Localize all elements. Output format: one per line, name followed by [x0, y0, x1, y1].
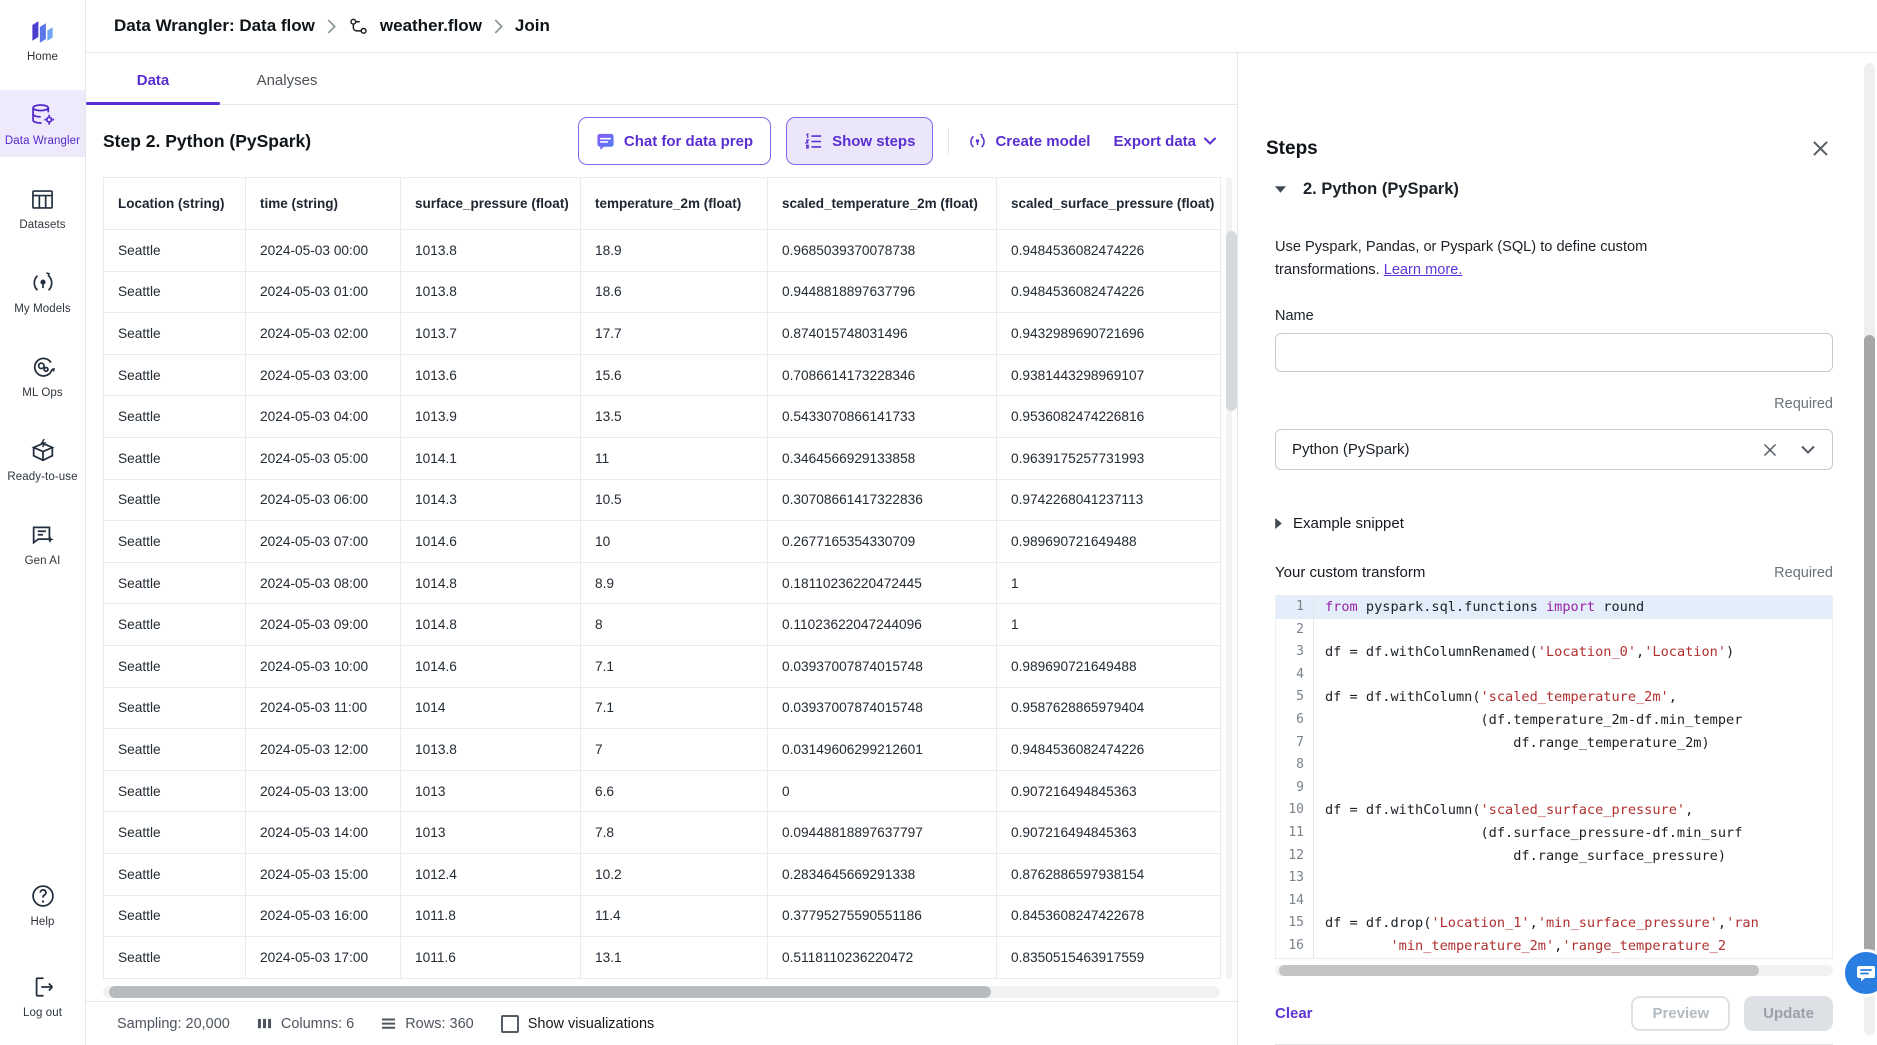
table-cell: 0.989690721649488 [997, 645, 1221, 687]
sidebar-item-label: ML Ops [22, 387, 63, 399]
table-cell: 18.9 [581, 230, 768, 272]
table-cell: 1 [997, 604, 1221, 646]
framework-select[interactable] [1275, 429, 1833, 470]
table-cell: 1014.6 [401, 521, 581, 563]
table-cell: Seattle [104, 937, 246, 979]
export-data-button[interactable] [1109, 120, 1220, 162]
table-cell: 1014.3 [401, 479, 581, 521]
table-cell: 2024-05-03 10:00 [246, 645, 401, 687]
table-cell: 1011.6 [401, 937, 581, 979]
code-text: df = df.withColumnRenamed('Location_0','Location') [1325, 644, 1735, 661]
code-text: df = df.withColumn('scaled_surface_pressure', [1325, 802, 1694, 819]
code-line[interactable] [1276, 890, 1832, 913]
required-badge: Required [1774, 564, 1833, 581]
table-cell: 0.9484536082474226 [997, 230, 1221, 272]
table-cell: 7.1 [581, 645, 768, 687]
line-number: 15 [1276, 912, 1314, 935]
data-table-zone [103, 177, 1232, 979]
tabs [86, 53, 1237, 105]
table-cell: 10 [581, 521, 768, 563]
code-line[interactable] [1276, 867, 1832, 890]
panel-vertical-scrollbar[interactable] [1864, 63, 1875, 1035]
table-row [104, 645, 1221, 687]
code-line[interactable] [1276, 777, 1832, 800]
sidebar-item-home[interactable] [0, 6, 85, 73]
table-cell: 1013.7 [401, 313, 581, 355]
table-cell: 1014.8 [401, 562, 581, 604]
table-cell: 1013.8 [401, 271, 581, 313]
table-row [104, 729, 1221, 771]
show-visualizations-checkbox[interactable] [501, 1015, 519, 1033]
table-cell: 0.11023622047244096 [768, 604, 997, 646]
table-cell: 2024-05-03 13:00 [246, 770, 401, 812]
table-row [104, 770, 1221, 812]
code-text: df.range_temperature_2m) [1325, 734, 1710, 751]
table-cell: 0.9685039370078738 [768, 230, 997, 272]
table-cell: 1014.6 [401, 645, 581, 687]
table-cell: 2024-05-03 09:00 [246, 604, 401, 646]
data-view [86, 53, 1237, 1045]
table-cell: 1011.8 [401, 895, 581, 937]
table-cell: 11 [581, 437, 768, 479]
step-title: Step 2. Python (PySpark) [103, 130, 312, 151]
custom-transform-header [1275, 564, 1833, 581]
table-cell: 0.03149606299212601 [768, 729, 997, 771]
table-row [104, 437, 1221, 479]
table-cell: 0.2677165354330709 [768, 521, 997, 563]
table-cell: Seattle [104, 437, 246, 479]
chat-for-data-prep-button[interactable] [578, 117, 771, 165]
code-text: (df.temperature_2m-df.min_temper [1325, 711, 1743, 728]
table-cell: 1012.4 [401, 853, 581, 895]
table-cell: 7 [581, 729, 768, 771]
table-cell: Seattle [104, 562, 246, 604]
table-cell: 0.37795275590551186 [768, 895, 997, 937]
sidebar-bottom-items [0, 871, 85, 1045]
toolbar-actions [578, 117, 1220, 165]
code-line[interactable] [1276, 912, 1832, 935]
rows-count [381, 1009, 474, 1039]
code-line[interactable] [1276, 799, 1832, 822]
preview-button[interactable]: Preview [1631, 996, 1730, 1031]
code-text [1314, 664, 1325, 687]
table-row [104, 604, 1221, 646]
table-cell: 0.9484536082474226 [997, 271, 1221, 313]
table-cell: 2024-05-03 17:00 [246, 937, 401, 979]
breadcrumb [86, 0, 1877, 53]
columns-count [257, 1009, 354, 1039]
table-cell: 18.6 [581, 271, 768, 313]
table-cell: Seattle [104, 313, 246, 355]
learn-more-link[interactable]: Learn more. [1383, 262, 1463, 278]
line-number: 12 [1276, 845, 1314, 868]
sidebar-item-label: Gen AI [24, 555, 61, 567]
step-expander-label: 2. Python (PySpark) [1303, 179, 1459, 198]
chat-button-label: Chat for data prep [623, 132, 754, 150]
table-cell: 1013 [401, 770, 581, 812]
line-number: 4 [1276, 664, 1314, 687]
breadcrumb-step: Join [514, 16, 550, 35]
table-cell: Seattle [104, 230, 246, 272]
gen-ai-icon [29, 520, 57, 550]
table-cell: 0.03937007874015748 [768, 645, 997, 687]
sidebar-item-help[interactable] [0, 871, 85, 938]
columns-icon [257, 1009, 272, 1039]
chat-gradient-icon [596, 126, 615, 156]
data-table [103, 177, 1221, 979]
table-cell: 1014.8 [401, 604, 581, 646]
ready-to-use-icon [29, 436, 57, 466]
table-cell: 10.2 [581, 853, 768, 895]
code-editor[interactable] [1275, 595, 1833, 959]
rows-count-label: Rows: 360 [405, 1015, 474, 1032]
table-cell: 2024-05-03 16:00 [246, 895, 401, 937]
table-cell: 0.907216494845363 [997, 812, 1221, 854]
table-vertical-scrollbar[interactable] [1226, 177, 1232, 979]
table-cell: 8 [581, 604, 768, 646]
sidebar-item-label: Log out [22, 1007, 63, 1019]
custom-transform-label: Your custom transform [1275, 564, 1426, 581]
table-row [104, 354, 1221, 396]
table-cell: 0.9432989690721696 [997, 313, 1221, 355]
table-cell: 2024-05-03 01:00 [246, 271, 401, 313]
chat-bubble-icon [1854, 958, 1877, 988]
table-row [104, 230, 1221, 272]
table-cell: 0.874015748031496 [768, 313, 997, 355]
code-text [1314, 619, 1325, 642]
table-cell: 1013 [401, 812, 581, 854]
table-cell: 2024-05-03 07:00 [246, 521, 401, 563]
table-row [104, 562, 1221, 604]
caret-right-filled-icon [1275, 508, 1282, 538]
code-line[interactable] [1276, 845, 1832, 868]
table-cell: 17.7 [581, 313, 768, 355]
clear-selection-icon[interactable] [1762, 435, 1778, 465]
steps-panel-header [1266, 137, 1832, 160]
table-cell: Seattle [104, 521, 246, 563]
table-cell: 10.5 [581, 479, 768, 521]
column-header[interactable]: time (string) [246, 178, 401, 230]
show-visualizations-control [501, 1015, 655, 1033]
column-header[interactable]: surface_pressure (float) [401, 178, 581, 230]
table-cell: Seattle [104, 604, 246, 646]
code-line[interactable] [1276, 664, 1832, 687]
sidebar-item-datasets[interactable] [0, 174, 85, 241]
required-badge: Required [1774, 396, 1833, 412]
code-line[interactable] [1276, 641, 1832, 664]
table-cell: 1013.6 [401, 354, 581, 396]
table-horizontal-scrollbar[interactable] [103, 986, 1220, 998]
example-snippet-label: Example snippet [1293, 514, 1404, 532]
steps-panel-title: Steps [1266, 137, 1318, 159]
table-row [104, 271, 1221, 313]
table-cell: 0.8762886597938154 [997, 853, 1221, 895]
line-number: 11 [1276, 822, 1314, 845]
table-cell: Seattle [104, 770, 246, 812]
flow-icon [348, 17, 369, 36]
table-cell: 2024-05-03 12:00 [246, 729, 401, 771]
column-header[interactable]: Location (string) [104, 178, 246, 230]
code-line[interactable] [1276, 686, 1832, 709]
ml-ops-icon [29, 352, 57, 382]
table-cell: 13.5 [581, 396, 768, 438]
table-cell: 6.6 [581, 770, 768, 812]
columns-count-label: Columns: 6 [280, 1015, 355, 1032]
datasets-icon [29, 184, 56, 214]
chevron-right-icon [326, 19, 337, 34]
clear-button[interactable]: Clear [1275, 1004, 1313, 1022]
code-text: df = df.drop('Location_1','min_surface_pressure','ran [1325, 915, 1759, 932]
help-icon [29, 881, 57, 911]
code-text: from pyspark.sql.functions import round [1325, 599, 1645, 615]
code-text [1314, 867, 1325, 890]
code-line[interactable] [1276, 822, 1832, 845]
code-line[interactable] [1276, 754, 1832, 777]
show-steps-button[interactable] [786, 117, 933, 165]
column-header[interactable]: scaled_surface_pressure (float) [997, 178, 1221, 230]
table-cell: 0.30708661417322836 [768, 479, 997, 521]
example-snippet-expander[interactable] [1275, 508, 1833, 538]
table-cell: 1014 [401, 687, 581, 729]
table-cell: 0.907216494845363 [997, 770, 1221, 812]
table-cell: 1013.9 [401, 396, 581, 438]
step-expander[interactable] [1275, 174, 1833, 204]
code-line[interactable] [1276, 935, 1832, 958]
code-text [1314, 754, 1325, 777]
breadcrumb-flow-name[interactable]: weather.flow [379, 16, 482, 35]
table-cell: 11.4 [581, 895, 768, 937]
steps-panel-footer [1275, 996, 1833, 1045]
table-cell: 0.5433070866141733 [768, 396, 997, 438]
table-cell: 2024-05-03 05:00 [246, 437, 401, 479]
name-field-label: Name [1275, 308, 1314, 324]
steps-panel-body [1238, 174, 1877, 1045]
table-cell: 7.8 [581, 812, 768, 854]
table-cell: Seattle [104, 812, 246, 854]
table-cell: 1013.8 [401, 729, 581, 771]
table-cell: 2024-05-03 04:00 [246, 396, 401, 438]
line-number: 5 [1276, 686, 1314, 709]
table-cell: 2024-05-03 03:00 [246, 354, 401, 396]
show-visualizations-label: Show visualizations [527, 1015, 655, 1032]
sidebar-item-label: Data Wrangler [4, 135, 81, 147]
create-model-label: Create model [995, 132, 1091, 150]
table-cell: Seattle [104, 354, 246, 396]
code-text: df = df.withColumn('scaled_temperature_2m', [1325, 689, 1677, 706]
home-logo-icon [28, 16, 58, 46]
sidebar-item-label: My Models [14, 303, 71, 315]
create-model-button[interactable] [964, 120, 1094, 162]
code-line[interactable] [1276, 619, 1832, 642]
table-cell: 0.3464566929133858 [768, 437, 997, 479]
table-cell: 2024-05-03 06:00 [246, 479, 401, 521]
table-cell: 2024-05-03 08:00 [246, 562, 401, 604]
steps-panel [1237, 53, 1877, 1045]
caret-down-filled-icon [1275, 174, 1286, 204]
line-number: 13 [1276, 867, 1314, 890]
column-header[interactable]: temperature_2m (float) [581, 178, 768, 230]
line-number: 3 [1276, 641, 1314, 664]
table-cell: 0.9484536082474226 [997, 729, 1221, 771]
table-cell: 0.9448818897637796 [768, 271, 997, 313]
table-cell: 0.8453608247422678 [997, 895, 1221, 937]
sidebar-item-ready-to-use[interactable] [0, 426, 85, 493]
logout-icon [29, 972, 57, 1002]
table-row [104, 479, 1221, 521]
table-cell: 0 [768, 770, 997, 812]
sidebar [0, 0, 86, 1045]
framework-select-value: Python (PySpark) [1292, 441, 1410, 458]
table-row [104, 937, 1221, 979]
sidebar-item-label: Datasets [19, 219, 66, 231]
sidebar-item-label: Ready-to-use [7, 471, 78, 483]
code-horizontal-scrollbar[interactable] [1275, 965, 1833, 976]
table-cell: 0.2834645669291338 [768, 853, 997, 895]
code-line[interactable] [1276, 709, 1832, 732]
create-model-icon [968, 126, 987, 156]
table-cell: 1013.8 [401, 230, 581, 272]
table-cell: Seattle [104, 645, 246, 687]
table-cell: 0.7086614173228346 [768, 354, 997, 396]
code-line[interactable] [1276, 732, 1832, 755]
table-cell: 2024-05-03 11:00 [246, 687, 401, 729]
table-cell: 0.989690721649488 [997, 521, 1221, 563]
sidebar-item-gen-ai[interactable] [0, 510, 85, 577]
sidebar-item-label: Help [30, 916, 55, 928]
table-cell: 2024-05-03 15:00 [246, 853, 401, 895]
rows-icon [381, 1009, 396, 1039]
table-cell: Seattle [104, 895, 246, 937]
name-input[interactable] [1275, 333, 1833, 372]
sidebar-item-log-out[interactable] [0, 962, 85, 1029]
code-text [1314, 890, 1325, 913]
table-row [104, 396, 1221, 438]
line-number: 6 [1276, 709, 1314, 732]
line-number: 7 [1276, 732, 1314, 755]
table-cell: 0.9381443298969107 [997, 354, 1221, 396]
sidebar-item-my-models[interactable] [0, 258, 85, 325]
toolbar-divider [948, 128, 949, 154]
code-line[interactable] [1276, 596, 1832, 619]
tab-data[interactable]: Data [86, 53, 220, 104]
breadcrumb-root[interactable]: Data Wrangler: Data flow [114, 16, 315, 35]
table-cell: Seattle [104, 396, 246, 438]
line-number: 8 [1276, 754, 1314, 777]
tab-analyses[interactable]: Analyses [256, 72, 318, 89]
code-text: 'min_temperature_2m','range_temperature_2 [1390, 937, 1727, 954]
code-text: (df.surface_pressure-df.min_surf [1325, 824, 1743, 841]
table-status-bar [86, 1001, 1237, 1045]
export-data-label: Export data [1113, 132, 1196, 150]
table-row [104, 853, 1221, 895]
update-button[interactable]: Update [1744, 996, 1833, 1031]
table-row [104, 687, 1221, 729]
line-number: 14 [1276, 890, 1314, 913]
sidebar-item-label: Home [26, 51, 59, 63]
table-cell: Seattle [104, 729, 246, 771]
table-cell: 0.9742268041237113 [997, 479, 1221, 521]
table-cell: 0.9536082474226816 [997, 396, 1221, 438]
table-cell: 15.6 [581, 354, 768, 396]
sidebar-item-data-wrangler[interactable] [0, 90, 85, 157]
line-number: 9 [1276, 777, 1314, 800]
table-row [104, 895, 1221, 937]
table-cell: 2024-05-03 00:00 [246, 230, 401, 272]
table-row [104, 313, 1221, 355]
table-row [104, 812, 1221, 854]
data-wrangler-icon [29, 100, 57, 130]
main-column [86, 0, 1877, 1045]
step-header [86, 105, 1237, 177]
close-icon[interactable] [1809, 137, 1832, 160]
column-header[interactable]: scaled_temperature_2m (float) [768, 178, 997, 230]
table-cell: 0.03937007874015748 [768, 687, 997, 729]
content-row [86, 53, 1877, 1045]
line-number: 16 [1276, 935, 1314, 958]
transform-description-text: Use Pyspark, Pandas, or Pyspark (SQL) to define custom transformations. [1275, 239, 1648, 278]
code-text: df.range_surface_pressure) [1325, 847, 1727, 864]
chevron-down-icon[interactable] [1800, 435, 1816, 465]
sidebar-top-items [0, 0, 85, 577]
table-cell: 2024-05-03 14:00 [246, 812, 401, 854]
line-number: 10 [1276, 799, 1314, 822]
table-cell: 0.8350515463917559 [997, 937, 1221, 979]
table-cell: Seattle [104, 479, 246, 521]
footer-buttons [1631, 996, 1833, 1031]
table-cell: 0.09448818897637797 [768, 812, 997, 854]
transform-description [1275, 236, 1707, 282]
show-steps-label: Show steps [832, 132, 916, 150]
chevron-right-icon [493, 19, 504, 34]
caret-down-icon [1204, 126, 1216, 156]
line-number: 1 [1276, 596, 1314, 619]
table-row [104, 521, 1221, 563]
table-cell: 0.9639175257731993 [997, 437, 1221, 479]
code-text [1314, 777, 1325, 800]
table-cell: 8.9 [581, 562, 768, 604]
table-header-row [104, 178, 1221, 230]
table-cell: 7.1 [581, 687, 768, 729]
table-cell: 1014.1 [401, 437, 581, 479]
table-cell: 0.9587628865979404 [997, 687, 1221, 729]
my-models-icon [29, 268, 57, 298]
table-cell: 1 [997, 562, 1221, 604]
sampling-count: Sampling: 20,000 [117, 1015, 230, 1032]
table-cell: 2024-05-03 02:00 [246, 313, 401, 355]
numbered-list-icon [804, 126, 823, 156]
table-cell: 0.18110236220472445 [768, 562, 997, 604]
line-number: 2 [1276, 619, 1314, 642]
table-cell: 0.5118110236220472 [768, 937, 997, 979]
table-cell: Seattle [104, 687, 246, 729]
table-cell: Seattle [104, 271, 246, 313]
table-cell: Seattle [104, 853, 246, 895]
table-cell: 13.1 [581, 937, 768, 979]
sidebar-item-ml-ops[interactable] [0, 342, 85, 409]
